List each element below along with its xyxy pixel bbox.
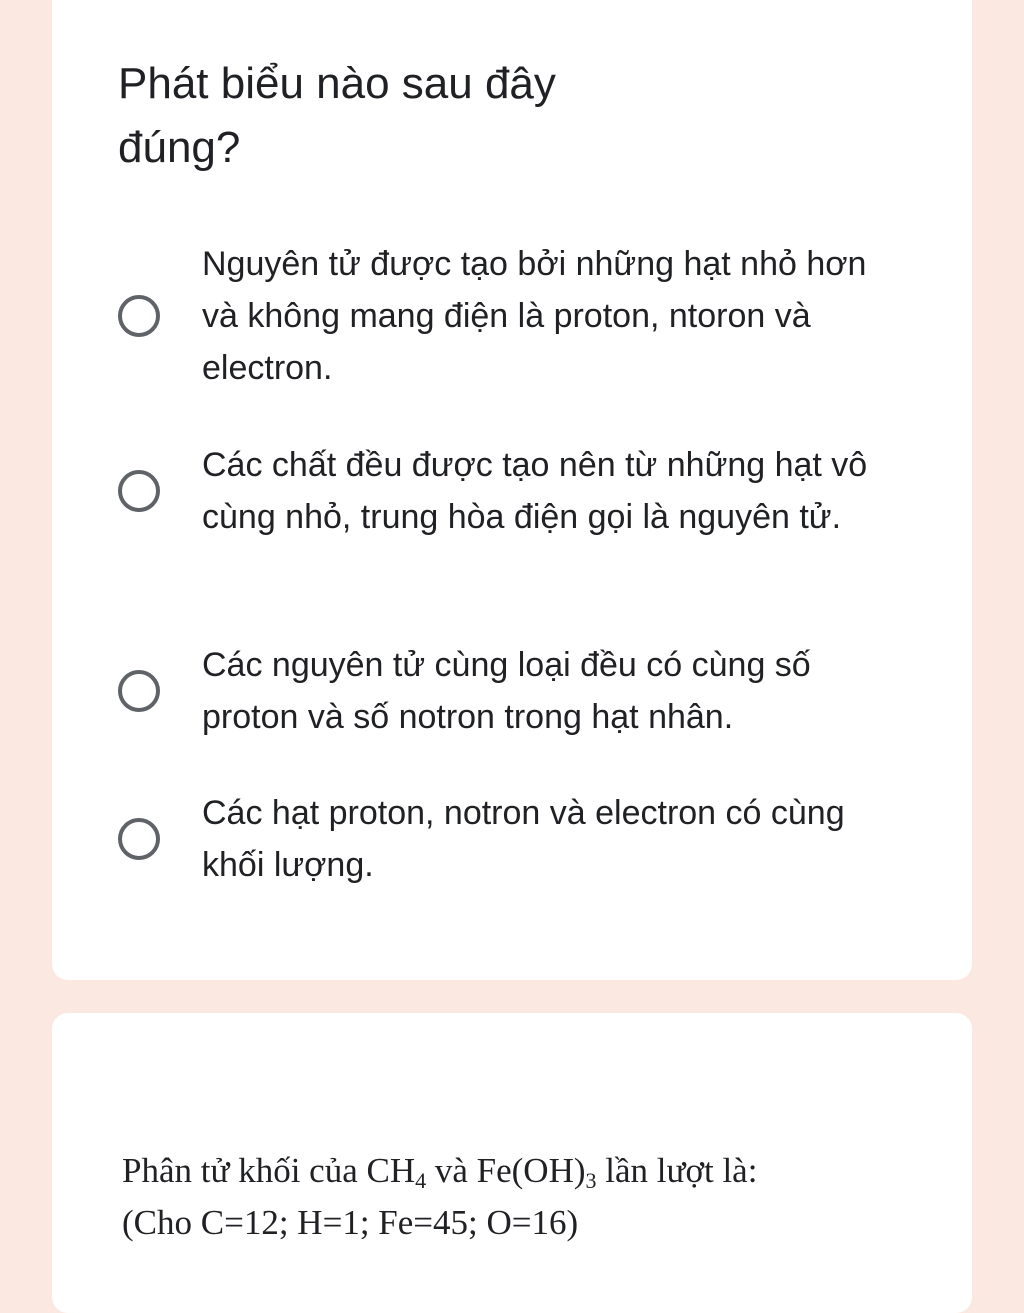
question-2-line1-a: Phân tử khối của CH: [122, 1151, 416, 1190]
subscript-3: 3: [585, 1168, 597, 1193]
question-title: Phát biểu nào sau đây đúng?: [118, 59, 556, 172]
option-label: Nguyên tử được tạo bởi những hạt nhỏ hơn và không mang điện là proton, ntoron và electron.: [202, 245, 867, 387]
question-2-line1-b: và Fe(OH): [426, 1151, 586, 1190]
radio-unchecked-icon[interactable]: [118, 470, 160, 512]
question-2-text: [122, 1145, 922, 1249]
option-label: Các nguyên tử cùng loại đều có cùng số proton và số notron trong hạt nhân.: [202, 646, 811, 736]
radio-unchecked-icon[interactable]: [118, 818, 160, 860]
question-2-line1-c: lần lượt là:: [596, 1151, 758, 1190]
option-2[interactable]: [118, 439, 918, 543]
question-card-1: [52, 0, 972, 980]
question-2-line2: (Cho C=12; H=1; Fe=45; O=16): [122, 1203, 579, 1242]
question-card-2: [52, 1013, 972, 1313]
option-4[interactable]: [118, 787, 918, 891]
option-label: Các chất đều được tạo nên từ những hạt vô cùng nhỏ, trung hòa điện gọi là nguyên tử.: [202, 446, 868, 536]
option-1[interactable]: [118, 238, 918, 394]
subscript-4: 4: [415, 1168, 427, 1193]
option-3[interactable]: [118, 639, 918, 743]
radio-unchecked-icon[interactable]: [118, 670, 160, 712]
radio-unchecked-icon[interactable]: [118, 295, 160, 337]
option-label: Các hạt proton, notron và electron có cùng khối lượng.: [202, 794, 845, 884]
